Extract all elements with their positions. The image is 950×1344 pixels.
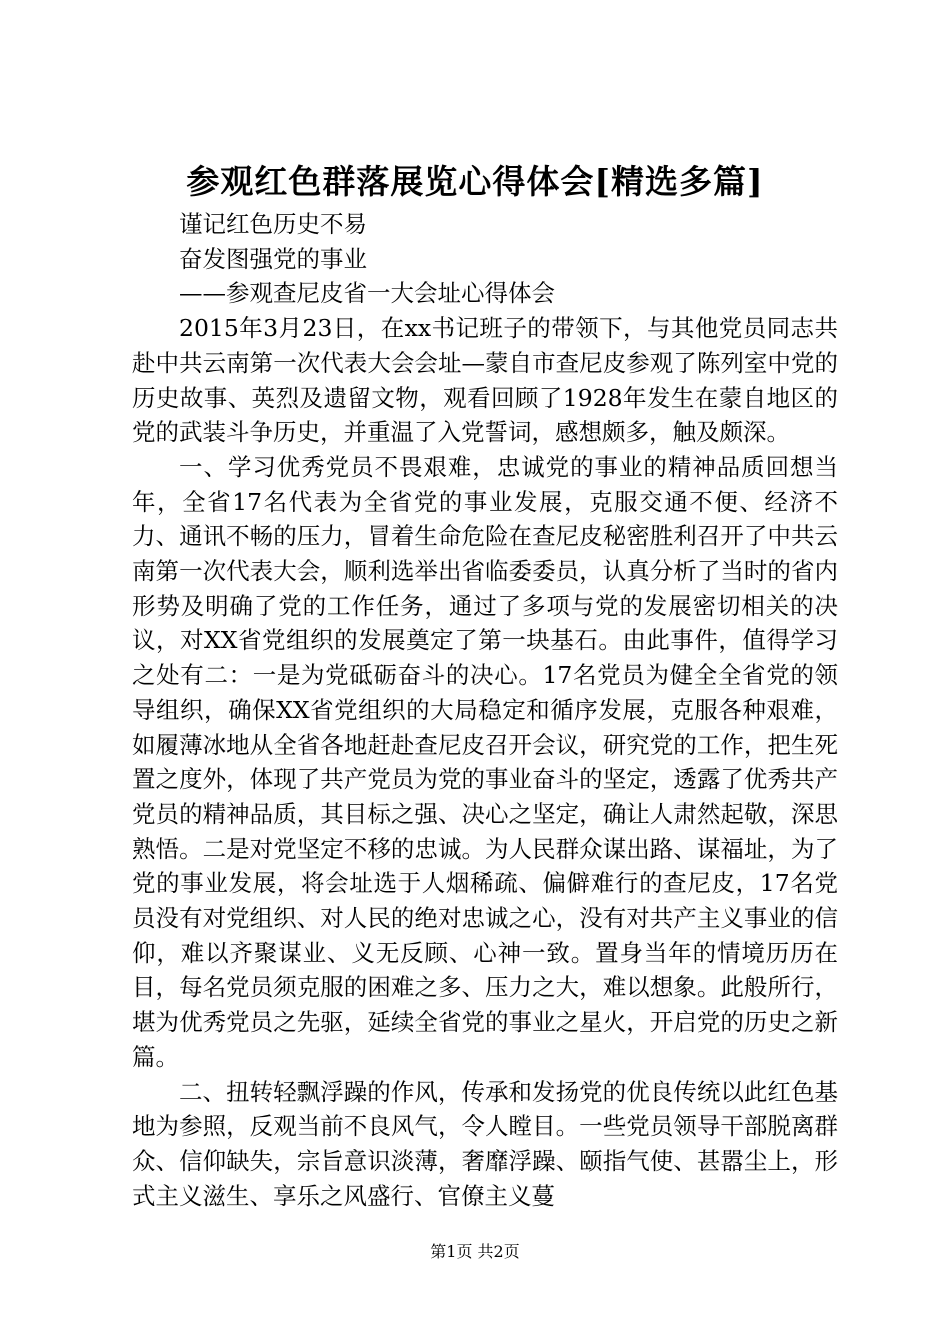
paragraph-section-2: 二、扭转轻飘浮躁的作风，传承和发扬党的优良传统以此红色基地为参照，反观当前不良风气，令人瞠目。一些党员领导干部脱离群众、信仰缺失，宗旨意识淡薄，奢靡浮躁、颐指气使、甚嚣尘上，形式主义滋生、享乐之风盛行、官僚主义蔓 — [132, 1077, 838, 1210]
paragraph-intro: 2015年3月23日，在xx书记班子的带领下，与其他党员同志共赴中共云南第一次代表大会会址—蒙自市查尼皮参观了陈列室中党的历史故事、英烈及遗留文物，观看回顾了1928年发生在蒙自地区的党的武装斗争历史，并重温了入党誓词，感想颇多，触及颇深。 — [132, 314, 838, 447]
page-footer: 第1页 共2页 — [430, 1242, 520, 1261]
document-body — [132, 207, 838, 1213]
paragraph-section-1: 一、学习优秀党员不畏艰难，忠诚党的事业的精神品质回想当年，全省17名代表为全省党的事业发展，克服交通不便、经济不力、通讯不畅的压力，冒着生命危险在查尼皮秘密胜利召开了中共云南第一次代表大会，顺利选举出省临委委员，认真分析了当时的省内形势及明确了党的工作任务，通过了多项与党的发展密切相关的决议，对XX省党组织的发展奠定了第一块基石。由此事件，值得学习之处有二：一是为党砥砺奋斗的决心。17名党员为健全全省党的领导组织，确保XX省党组织的大局稳定和循序发展，克服各种艰难，如履薄冰地从全省各地赶赴查尼皮召开会议，研究党的工作，把生死置之度外，体现了共产党员为党的事业奋斗的坚定，透露了优秀共产党员的精神品质，其目标之强、决心之坚定，确让人肃然起敬，深思熟悟。二是对党坚定不移的忠诚。为人民群众谋出路、谋福址，为了党的事业发展，将会址选于人烟稀疏、偏僻难行的查尼皮，17名党员没有对党组织、对人民的绝对忠诚之心，没有对共产主义事业的信仰，难以齐聚谋业、义无反顾、心神一致。置身当年的情境历历在目，每名党员须克服的困难之多、压力之大，难以想象。此般所行，堪为优秀党员之先驱，延续全省党的事业之星火，开启党的历史之新篇。 — [132, 452, 838, 1071]
document-title: 参观红色群落展览心得体会[精选多篇] — [186, 162, 764, 201]
subtitle-line-1: 谨记红色历史不易 — [179, 210, 367, 238]
subtitle-line-2: 奋发图强党的事业 — [179, 244, 367, 273]
subtitle-line-3: ——参观查尼皮省一大会址心得体会 — [179, 279, 555, 308]
